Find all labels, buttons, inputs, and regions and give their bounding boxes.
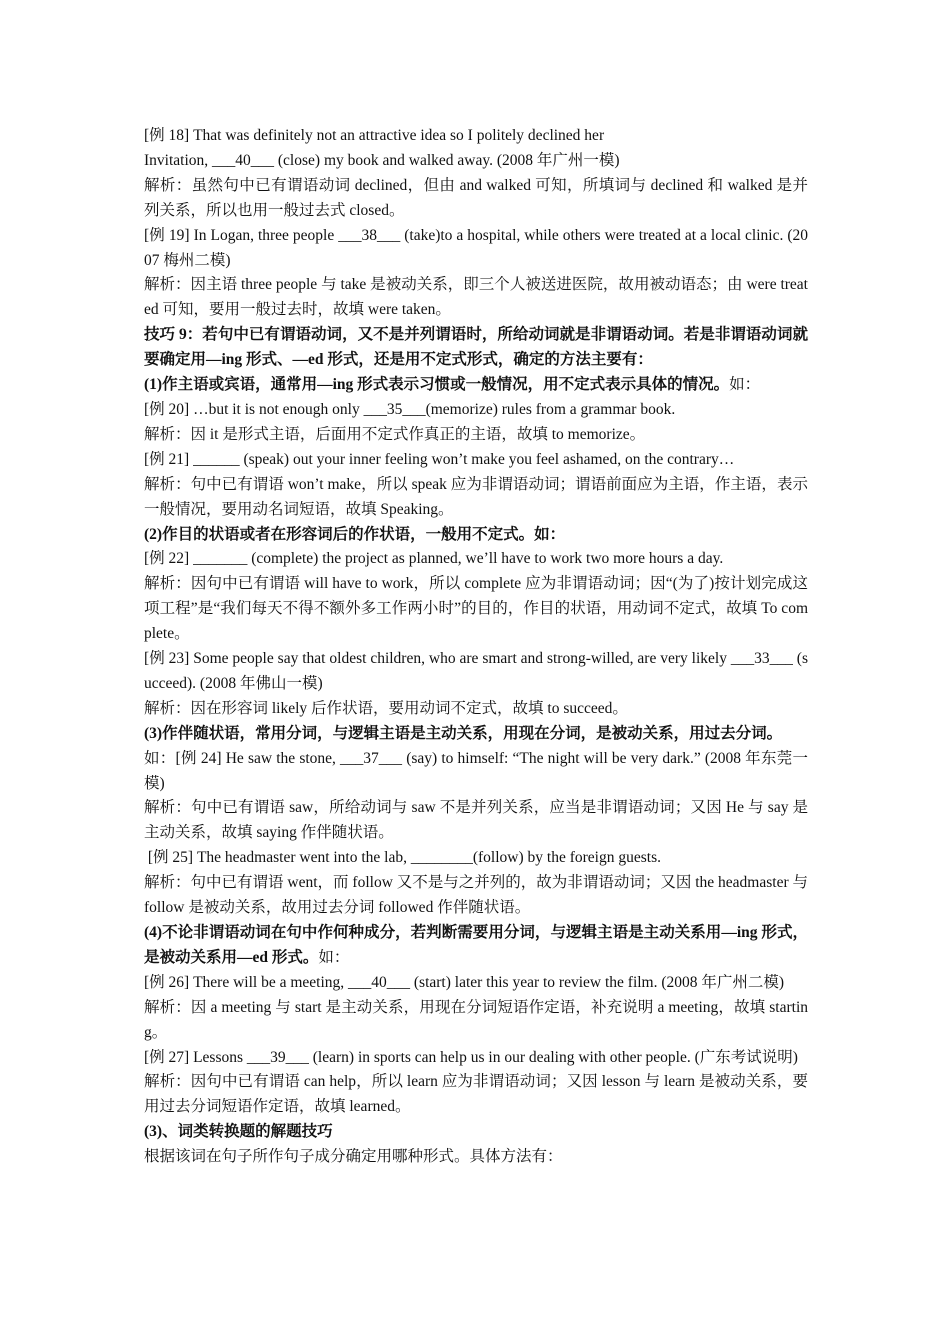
example-18-line-2: Invitation, ___40___ (close) my book and walked away. (2008 年广州一模) [144, 151, 620, 169]
example-27-analysis: 解析：因句中已有谓语 can help，所以 learn 应为非谓语动词；又因 lesson 与 learn 是被动关系，要用过去分词短语作定语，故填 learned。 [144, 1073, 808, 1116]
section-3-heading: (3)、词类转换题的解题技巧 [144, 1123, 333, 1141]
rule-2-heading: (2)作目的状语或者在形容词后的作状语，一般用不定式。如： [144, 525, 566, 543]
rule-4-heading [144, 921, 808, 971]
example-25: [例 25] The headmaster went into the lab, ________(follow) by the foreign guests. [144, 849, 661, 867]
example-23: [例 23] Some people say that oldest children, who are smart and strong-willed, are very likely ___33___ (succeed). (2008 年佛山一模) [144, 650, 808, 692]
example-27: [例 27] Lessons ___39___ (learn) in sports can help us in our dealing with other people. (广东考试说明) [144, 1048, 798, 1066]
example-24: 如：[例 24] He saw the stone, ___37___ (say) to himself: “The night will be very dark.” (2008 年东莞一模) [144, 749, 808, 792]
rule-3-heading: (3)作伴随状语，常用分词，与逻辑主语是主动关系，用现在分词，是被动关系，用过去分词。 [144, 724, 783, 742]
rule-1-bold-text: (1)作主语或宾语，通常用—ing 形式表示习惯或一般情况，用不定式表示具体的情况。 [144, 376, 730, 394]
rule-1-heading [144, 373, 808, 398]
example-18-line-1: [例 18] That was definitely not an attractive idea so I politely declined her [144, 127, 605, 144]
example-26: [例 26] There will be a meeting, ___40___ (start) later this year to review the film. (2008 年广州二模) [144, 973, 785, 991]
example-19-analysis: 解析：因主语 three people 与 take 是被动关系，即三个人被送进医院，故用被动语态；由 were treated 可知，要用一般过去时，故填 were taken。 [144, 276, 808, 319]
example-23-analysis: 解析：因在形容词 likely 后作状语，要用动词不定式，故填 to succeed。 [144, 699, 628, 717]
rule-4-bold-text: (4)不论非谓语动词在句中作何种成分，若判断需要用分词，与逻辑主语是主动关系用—ing 形式，是被动关系用—ed 形式。 [144, 924, 808, 966]
example-20: [例 20] …but it is not enough only ___35___(memorize) rules from a grammar book. [144, 400, 676, 418]
example-18-analysis: 解析：虽然句中已有谓语动词 declined，但由 and walked 可知，所填词与 declined 和 walked 是并列关系，所以也用一般过去式 closed。 [144, 176, 808, 219]
document-page [144, 124, 808, 1170]
section-3-intro: 根据该词在句子所作句子成分确定用哪种形式。具体方法有： [144, 1148, 563, 1166]
example-20-analysis: 解析：因 it 是形式主语，后面用不定式作真正的主语，故填 to memorize。 [144, 425, 646, 443]
rule-1-suffix: 如： [729, 376, 761, 394]
example-21-analysis: 解析：句中已有谓语 won’t make，所以 speak 应为非谓语动词；谓语前面应为主语，作主语，表示一般情况，要用动名词短语，故填 Speaking。 [144, 475, 808, 518]
rule-4-suffix: 如： [318, 948, 350, 966]
example-19: [例 19] In Logan, three people ___38___ (take)to a hospital, while others were treated at a local clinic. (2007 梅州二模) [144, 226, 808, 269]
example-22-analysis: 解析：因句中已有谓语 will have to work，所以 complete 应为非谓语动词；因“(为了)按计划完成这项工程”是“我们每天不得不额外多工作两小时”的目的，作目的状语，用动词不定式，故填 To complete。 [144, 575, 808, 643]
example-26-analysis: 解析：因 a meeting 与 start 是主动关系，用现在分词短语作定语，补充说明 a meeting，故填 starting。 [144, 998, 808, 1041]
example-24-analysis: 解析：句中已有谓语 saw，所给动词与 saw 不是并列关系，应当是非谓语动词；又因 He 与 say 是主动关系，故填 saying 作伴随状语。 [144, 799, 808, 842]
example-22: [例 22] _______ (complete) the project as planned, we’ll have to work two more hours a day. [144, 550, 724, 568]
example-25-analysis: 解析：句中已有谓语 went，而 follow 又不是与之并列的，故为非谓语动词；又因 the headmaster 与 follow 是被动关系，故用过去分词 followed 作伴随状语。 [144, 874, 808, 917]
example-21: [例 21] ______ (speak) out your inner feeling won’t make you feel ashamed, on the contrary… [144, 450, 735, 468]
tip-9-heading: 技巧 9：若句中已有谓语动词，又不是并列谓语时，所给动词就是非谓语动词。若是非谓语动词就要确定用—ing 形式、—ed 形式，还是用不定式形式，确定的方法主要有： [144, 326, 808, 369]
